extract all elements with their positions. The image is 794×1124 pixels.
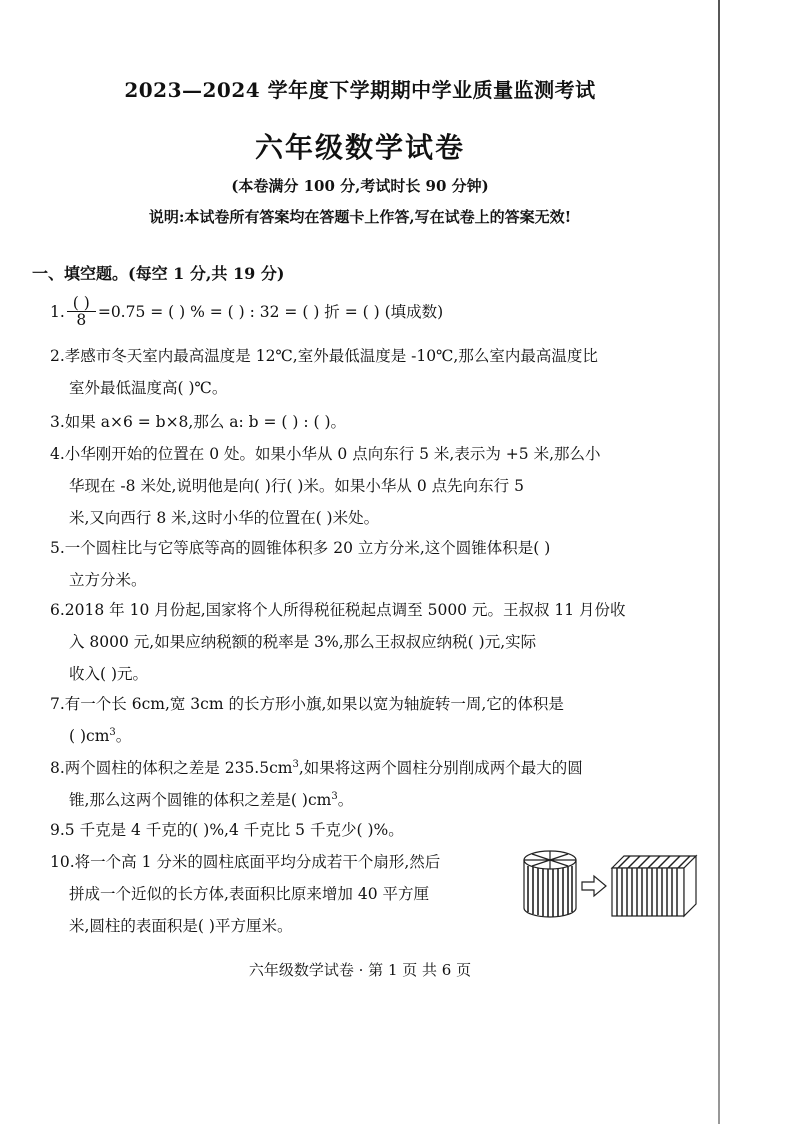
question-8-line-2-text: 锥,那么这两个圆锥的体积之差是( )cm	[69, 791, 332, 809]
question-8	[50, 752, 690, 816]
question-10-line-3: 米,圆柱的表面积是( )平方厘米。	[69, 917, 293, 935]
question-4-line-3: 米,又向西行 8 米,这时小华的位置在( )米处。	[69, 509, 380, 527]
binding-line	[718, 0, 720, 1124]
cylinder-icon	[524, 851, 576, 917]
question-7	[50, 688, 690, 752]
question-1-text: =0.75 = ( ) % = ( ) : 32 = ( ) 折 = ( ) (填成数)	[97, 303, 444, 321]
question-5-line-2: 立方分米。	[69, 571, 147, 589]
question-2-line-1: 2.孝感市冬天室内最高温度是 12℃,室外最低温度是 -10℃,那么室内最高温度比	[50, 347, 598, 365]
page-footer: 六年级数学试卷 · 第 1 页 共 6 页	[248, 961, 472, 979]
section-heading: 一、填空题。(每空 1 分,共 19 分)	[32, 264, 285, 283]
fraction	[67, 295, 96, 328]
question-9	[50, 814, 690, 846]
question-8-line-1-end: ,如果将这两个圆柱分别削成两个最大的圆	[298, 759, 583, 777]
question-8-line-1-text: 8.两个圆柱的体积之差是 235.5cm	[50, 759, 293, 777]
question-10	[50, 846, 510, 942]
question-4	[50, 438, 690, 534]
question-2	[50, 340, 690, 404]
question-7-line-2-text: ( )cm	[69, 727, 110, 745]
subject-title: 六年级数学试卷	[254, 131, 465, 164]
question-8-line-2	[50, 784, 690, 816]
arrow-right-icon	[582, 876, 606, 896]
question-7-line-2	[50, 720, 690, 752]
question-6	[50, 594, 690, 690]
question-2-line-2: 室外最低温度高( )℃。	[69, 379, 228, 397]
question-1	[50, 293, 690, 330]
question-7-line-2-end: 。	[115, 727, 132, 745]
question-8-line-1	[50, 752, 690, 784]
question-4-line-1: 4.小华刚开始的位置在 0 处。如果小华从 0 点向东行 5 米,表示为 +5 米,那么小	[50, 445, 601, 463]
instructions: 说明:本试卷所有答案均在答题卡上作答,写在试卷上的答案无效!	[148, 208, 572, 226]
score-note: (本卷满分 100 分,考试时长 90 分钟)	[231, 177, 489, 195]
question-9-line-1: 9.5 千克是 4 千克的( )%,4 千克比 5 千克少( )%。	[50, 821, 404, 839]
question-4-line-2: 华现在 -8 米处,说明他是向( )行( )米。如果小华从 0 点先向东行 5	[69, 477, 524, 495]
question-8-line-2-end: 。	[337, 791, 354, 809]
question-10-line-2: 拼成一个近似的长方体,表面积比原来增加 40 平方厘	[69, 885, 430, 903]
question-7-line-1: 7.有一个长 6cm,宽 3cm 的长方形小旗,如果以宽为轴旋转一周,它的体积是	[50, 695, 564, 713]
cubic-superscript: 3	[292, 758, 299, 770]
fraction-denominator: 8	[76, 310, 87, 329]
question-6-line-3: 收入( )元。	[69, 665, 149, 683]
exam-title: 2023—2024 学年度下学期期中学业质量监测考试	[124, 78, 596, 102]
question-5-line-1: 5.一个圆柱比与它等底等高的圆锥体积多 20 立方分米,这个圆锥体积是( )	[50, 539, 551, 557]
question-3	[50, 406, 690, 438]
cubic-superscript: 3	[331, 790, 338, 802]
fraction-numerator: ( )	[67, 295, 96, 312]
cubic-superscript: 3	[109, 726, 116, 738]
cuboid-icon	[612, 856, 696, 916]
question-5	[50, 532, 690, 596]
question-6-line-2: 入 8000 元,如果应纳税额的税率是 3%,那么王叔叔应纳税( )元,实际	[69, 633, 537, 651]
question-3-line-1: 3.如果 a×6 = b×8,那么 a: b = ( ) : ( )。	[50, 413, 347, 431]
question-10-line-1: 10.将一个高 1 分米的圆柱底面平均分成若干个扇形,然后	[50, 853, 441, 871]
question-6-line-1: 6.2018 年 10 月份起,国家将个人所得税征税起点调至 5000 元。王叔叔 11 月份收	[50, 601, 626, 619]
question-1-number: 1.	[50, 303, 65, 321]
cylinder-to-cuboid-icon	[520, 846, 700, 922]
